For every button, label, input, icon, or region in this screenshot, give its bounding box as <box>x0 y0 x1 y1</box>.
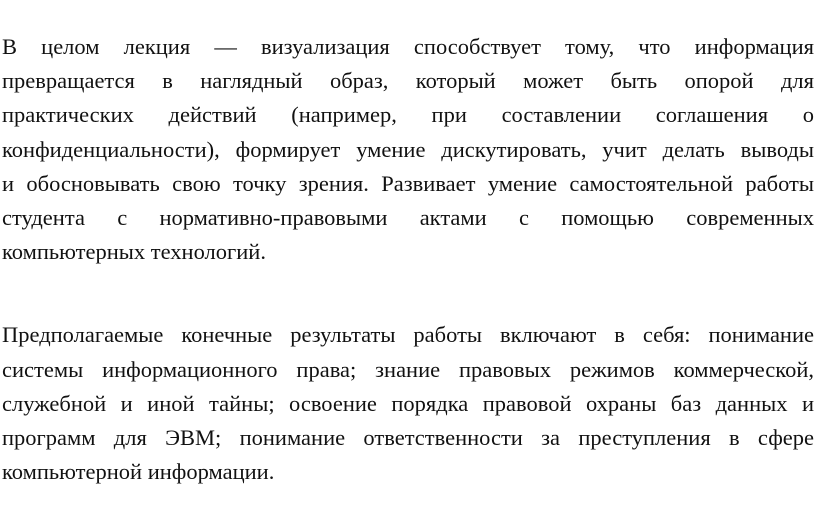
text-line: Предполагаемые конечные результаты работы включают в себя: понимание <box>2 322 814 348</box>
text-line: превращается в наглядный образ, который может быть опорой для <box>2 68 814 94</box>
text-line: конфиденциальности), формирует умение дискутировать, учит делать выводы <box>2 136 814 162</box>
text-line: компьютерных технологий. <box>2 239 266 265</box>
document-page <box>2 30 814 489</box>
paragraph-spacer <box>2 269 814 318</box>
text-line: студента с нормативно-правовыми актами с помощью современных <box>2 204 814 230</box>
paragraph-lecture-visualization <box>2 30 814 269</box>
text-line: программ для ЭВМ; понимание ответственности за преступления в сфере <box>2 424 814 450</box>
text-line: служебной и иной тайны; освоение порядка правовой охраны баз данных и <box>2 390 814 416</box>
text-line: и обосновывать свою точку зрения. Развивает умение самостоятельной работы <box>2 170 814 196</box>
text-line: практических действий (например, при составлении соглашения о <box>2 102 814 128</box>
text-line: компьютерной информации. <box>2 459 275 485</box>
text-line: В целом лекция — визуализация способствует тому, что информация <box>2 34 814 59</box>
text-line: системы информационного права; знание правовых режимов коммерческой, <box>2 356 814 382</box>
paragraph-expected-results <box>2 318 814 489</box>
